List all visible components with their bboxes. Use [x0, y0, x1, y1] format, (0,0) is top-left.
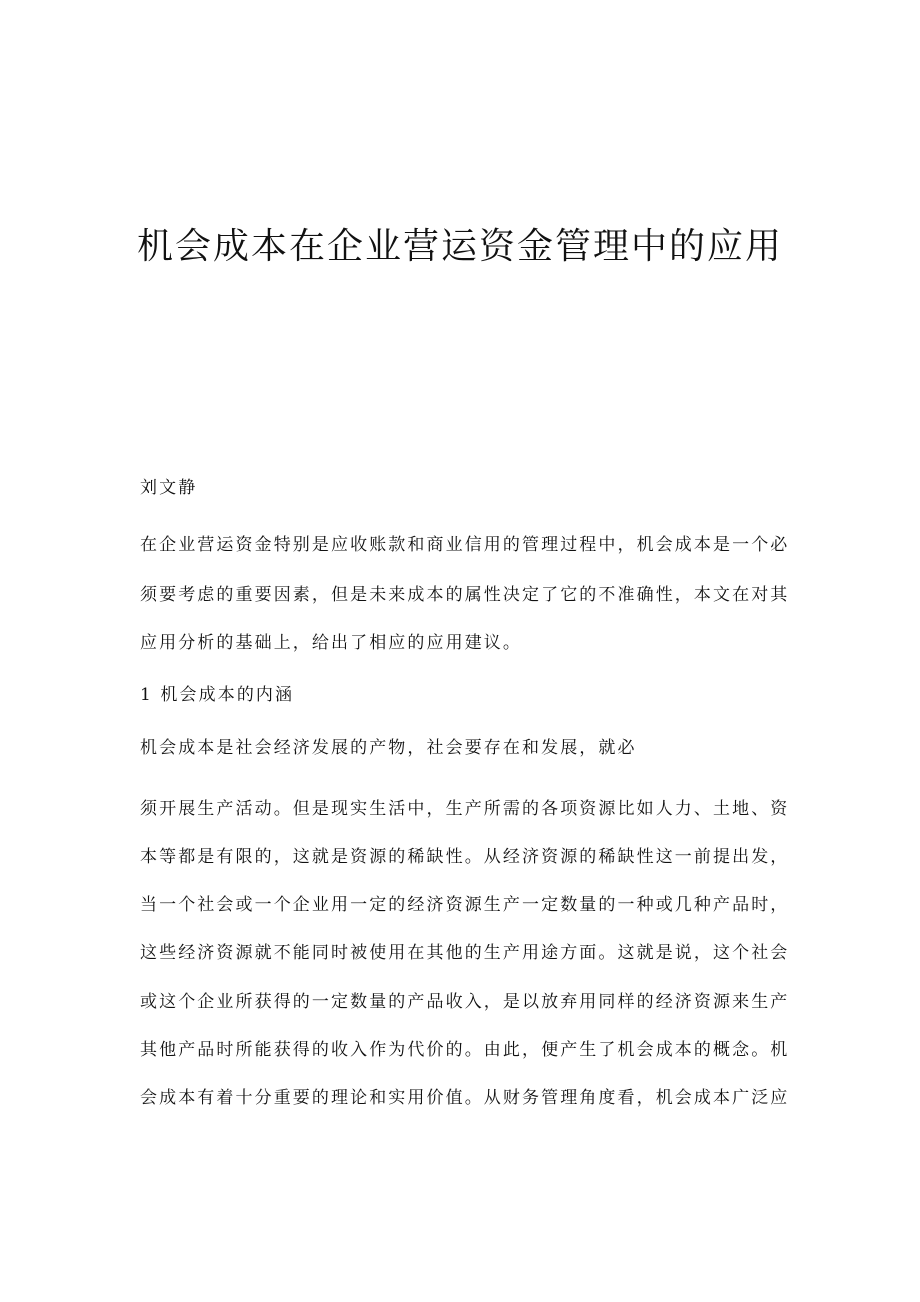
body-line: 这些经济资源就不能同时被使用在其他的生产用途方面。这就是说，这个社会: [140, 943, 790, 963]
body-line: 本等都是有限的，这就是资源的稀缺性。从经济资源的稀缺性这一前提出发，: [140, 847, 790, 867]
abstract-line: 在企业营运资金特别是应收账款和商业信用的管理过程中，机会成本是一个必: [140, 535, 790, 555]
document-title: 机会成本在企业营运资金管理中的应用: [136, 226, 783, 267]
body-line: 或这个企业所获得的一定数量的产品收入，是以放弃用同样的经济资源来生产: [140, 992, 790, 1012]
body-line: 其他产品时所能获得的收入作为代价的。由此，便产生了机会成本的概念。机: [140, 1040, 790, 1060]
body-line: 须开展生产活动。但是现实生活中，生产所需的各项资源比如人力、土地、资: [140, 799, 790, 819]
abstract-line: 须要考虑的重要因素，但是未来成本的属性决定了它的不准确性，本文在对其: [140, 585, 790, 605]
body-line: 会成本有着十分重要的理论和实用价值。从财务管理角度看，机会成本广泛应: [140, 1088, 790, 1108]
body-line: 当一个社会或一个企业用一定的经济资源生产一定数量的一种或几种产品时，: [140, 895, 790, 915]
abstract-line: 应用分析的基础上，给出了相应的应用建议。: [140, 633, 522, 653]
section-heading: 1 机会成本的内涵: [140, 685, 295, 705]
body-line: 机会成本是社会经济发展的产物，社会要存在和发展，就必: [140, 738, 637, 758]
author-name: 刘文静: [140, 478, 198, 498]
